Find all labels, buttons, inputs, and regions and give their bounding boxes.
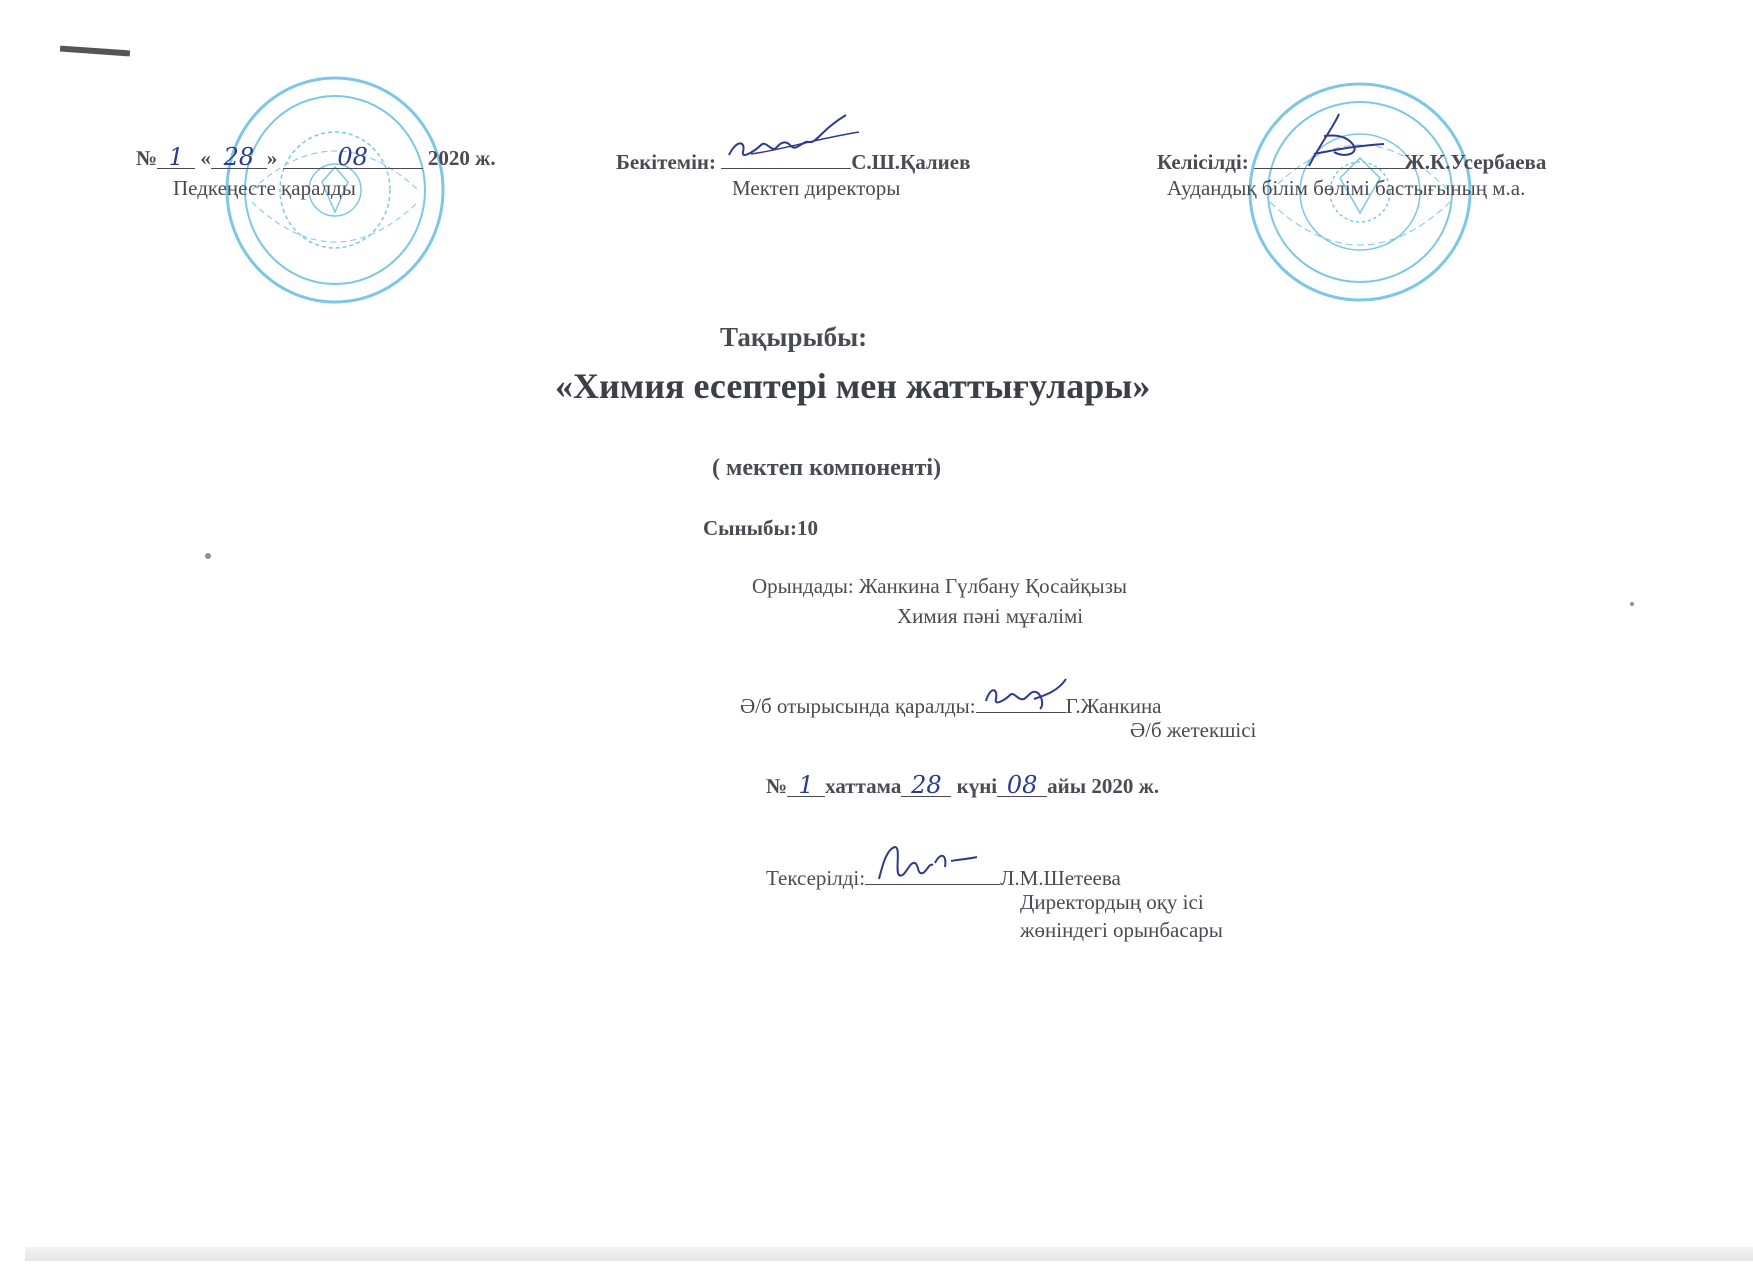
grade-label: Сыныбы:10 [703,516,818,540]
performer-line: Орындады: Жанкина Гүлбану Қосайқызы [752,574,1127,598]
topic-label: Тақырыбы: [720,322,868,352]
scan-mark [60,46,130,57]
council-caption: Педкеңесте қаралды [173,176,356,200]
protocol-line [766,771,1160,799]
method-union-role: Ә/б жетекшісі [1130,718,1257,742]
protocol-month-handwritten: 08 [1006,771,1038,799]
council-month-handwritten: 08 [337,143,368,171]
method-union-signature [976,690,1066,713]
quote-close: » [266,146,278,170]
council-day-handwritten: 28 [223,143,255,171]
deputy-director-signature [865,862,1000,885]
quote-open: « [200,146,211,170]
scan-speck [205,553,211,559]
component-note: ( мектеп компоненті) [712,455,942,481]
day-word: күні [956,774,998,798]
protocol-word: хаттама [825,774,902,798]
number-sign: № [766,774,788,798]
method-union-line [740,690,1162,718]
agreement-line [1157,146,1546,174]
checked-line [766,862,1121,890]
checked-label: Тексерілді: [766,866,866,890]
page-title: «Химия есептері мен жаттығулары» [555,366,1151,406]
department-head-signature [1254,146,1404,169]
director-name: С.Ш.Қалиев [851,150,971,174]
director-caption: Мектеп директоры [732,176,901,200]
deputy-director-name: Л.М.Шетеева [1000,866,1121,890]
method-union-label: Ә/б отырысында қаралды: [740,694,976,718]
council-number-handwritten: 1 [168,143,184,171]
council-date-line [136,143,496,171]
month-year-word: айы 2020 ж. [1047,774,1160,798]
protocol-day-handwritten: 28 [911,771,942,799]
method-union-head-name: Г.Жанкина [1065,694,1162,718]
department-head-name: Ж.К.Усербаева [1404,150,1547,174]
deputy-role-line1: Директордың оқу ісі [1020,890,1204,914]
performer-role: Химия пәні мұғалімі [897,604,1084,628]
approval-line [616,146,970,174]
deputy-role-line2: жөніндегі орынбасары [1020,918,1223,942]
department-head-caption: Аудандық білім бөлімі бастығының м.а. [1167,176,1526,200]
agreement-label: Келісілді: [1157,150,1249,174]
protocol-number-handwritten: 1 [798,771,814,799]
director-signature [721,146,851,169]
council-year: 2020 ж. [427,146,496,170]
number-sign: № [136,146,158,170]
approval-label: Бекітемін: [616,150,717,174]
scan-speck [1630,602,1634,606]
scan-bottom-edge [25,1247,1753,1261]
